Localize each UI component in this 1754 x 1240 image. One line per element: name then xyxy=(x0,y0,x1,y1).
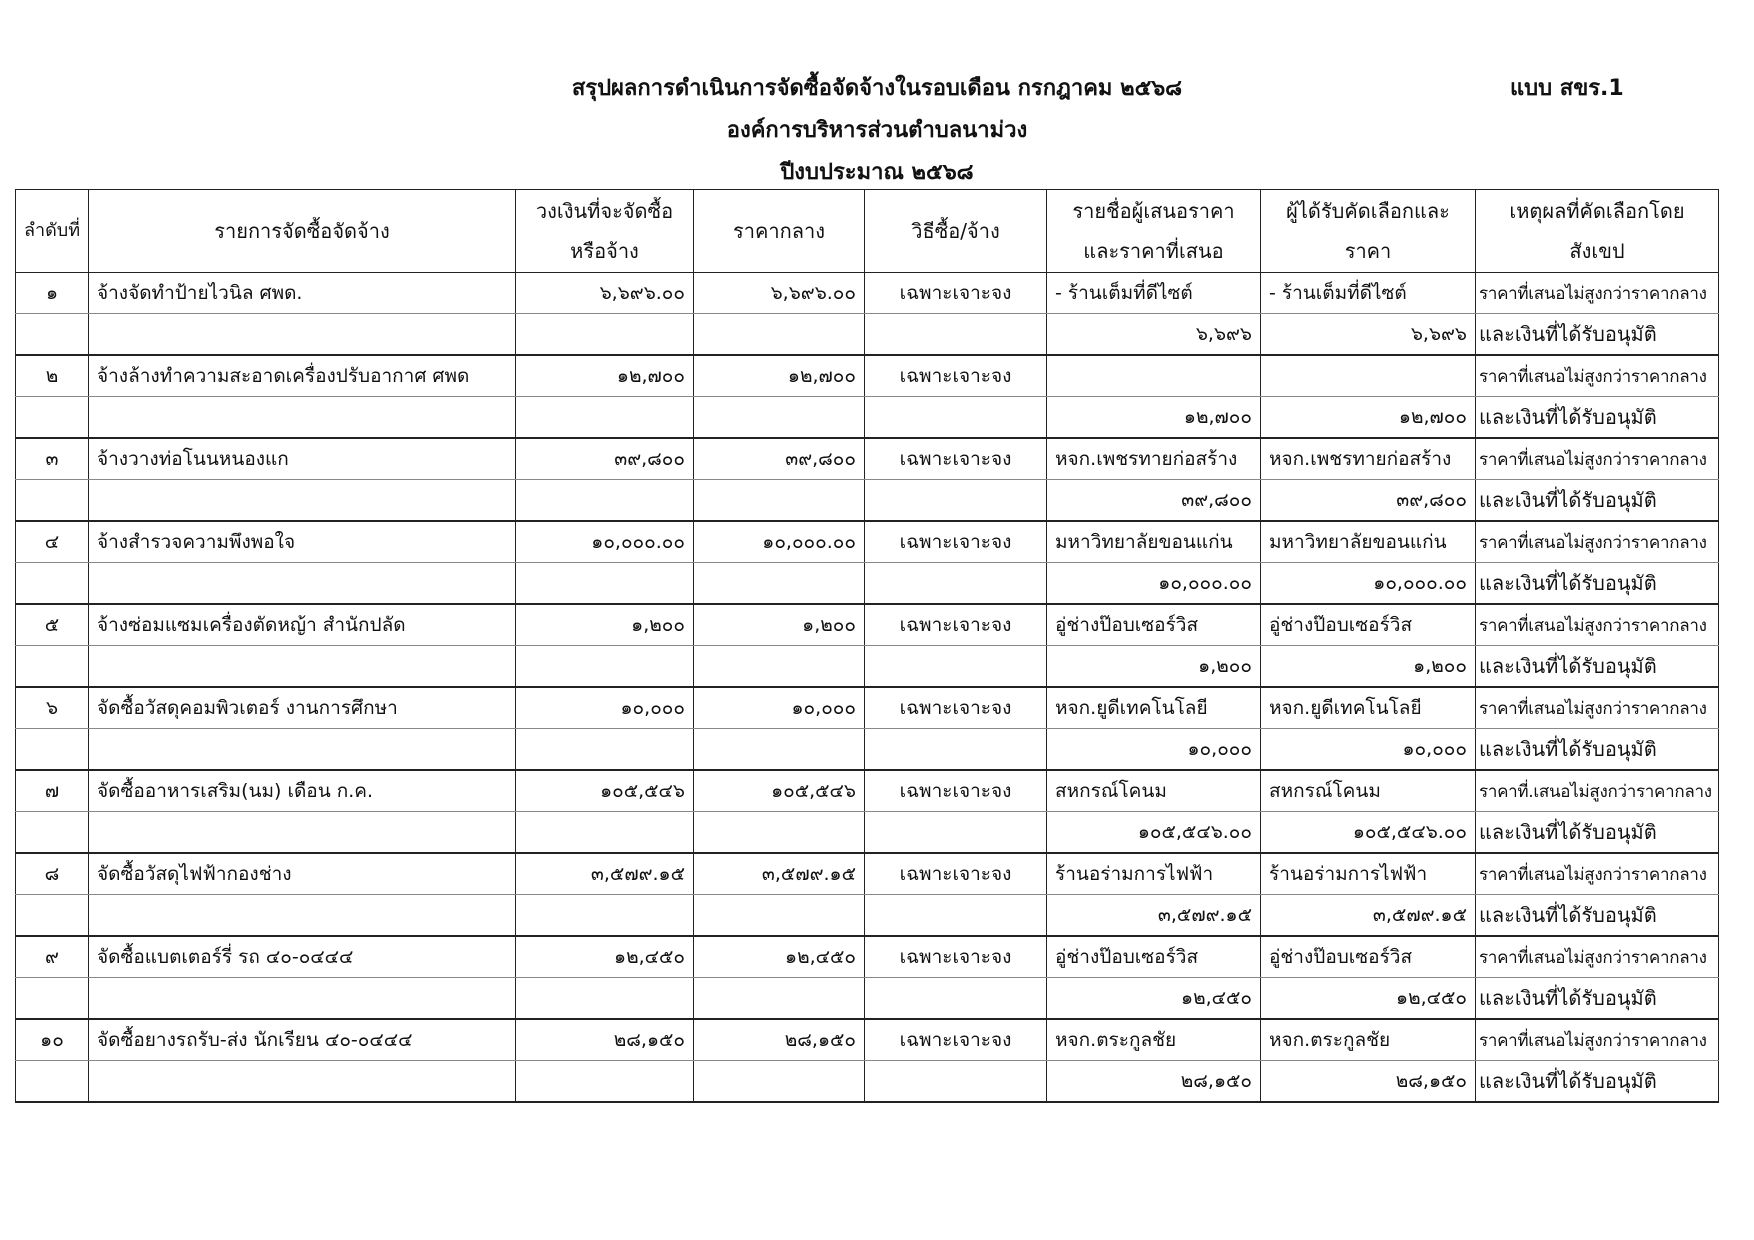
reason-line1: ราคาที่เสนอไม่สูงกว่าราคากลาง xyxy=(1476,936,1719,978)
budget-empty xyxy=(516,812,694,854)
budget-amount: ๑๒,๔๕๐ xyxy=(516,936,694,978)
bidder-name: ร้านอร่ามการไฟฟ้า xyxy=(1047,853,1261,895)
table-row-continued xyxy=(16,563,1719,605)
reason-line2: และเงินที่ได้รับอนุมัติ xyxy=(1476,895,1719,937)
winner-name: อู่ช่างป๊อบเซอร์วิส xyxy=(1261,604,1476,646)
budget-amount: ๑,๒๐๐ xyxy=(516,604,694,646)
winner-name: ร้านอร่ามการไฟฟ้า xyxy=(1261,853,1476,895)
reason-line2: และเงินที่ได้รับอนุมัติ xyxy=(1476,314,1719,356)
method-empty xyxy=(865,563,1047,605)
row-number: ๑๐ xyxy=(16,1019,89,1061)
table-row-continued xyxy=(16,812,1719,854)
winner-price: ๑๒,๗๐๐ xyxy=(1261,397,1476,439)
bidder-name: หจก.ตระกูลชัย xyxy=(1047,1019,1261,1061)
reason-line1: ราคาที่เสนอไม่สูงกว่าราคากลาง xyxy=(1476,273,1719,314)
bidder-name: อู่ช่างป๊อบเซอร์วิส xyxy=(1047,604,1261,646)
bidder-price: ๑๐,๐๐๐ xyxy=(1047,729,1261,771)
row-number: ๓ xyxy=(16,438,89,480)
winner-name: สหกรณ์โคนม xyxy=(1261,770,1476,812)
reason-line1: ราคาที่เสนอไม่สูงกว่าราคากลาง xyxy=(1476,687,1719,729)
reason-line2: และเงินที่ได้รับอนุมัติ xyxy=(1476,646,1719,688)
row-number: ๗ xyxy=(16,770,89,812)
method-empty xyxy=(865,978,1047,1020)
bidder-name: หจก.ยูดีเทคโนโลยี xyxy=(1047,687,1261,729)
bidder-price: ๑,๒๐๐ xyxy=(1047,646,1261,688)
budget-empty xyxy=(516,563,694,605)
winner-name: อู่ช่างป๊อบเซอร์วิส xyxy=(1261,936,1476,978)
row-number-empty xyxy=(16,563,89,605)
col-header-bidders: รายชื่อผู้เสนอราคาและราคาที่เสนอ xyxy=(1047,190,1261,273)
row-number: ๙ xyxy=(16,936,89,978)
winner-price: ๖,๖๙๖ xyxy=(1261,314,1476,356)
table-row-continued xyxy=(16,729,1719,771)
median-price: ๓,๕๗๙.๑๕ xyxy=(694,853,865,895)
procurement-method: เฉพาะเจาะจง xyxy=(865,355,1047,397)
median-empty xyxy=(694,563,865,605)
budget-amount: ๖,๖๙๖.๐๐ xyxy=(516,273,694,314)
winner-name xyxy=(1261,355,1476,397)
table-row xyxy=(16,936,1719,978)
table-row xyxy=(16,273,1719,314)
budget-amount: ๑๐,๐๐๐.๐๐ xyxy=(516,521,694,563)
procurement-item: จ้างล้างทำความสะอาดเครื่องปรับอากาศ ศพด xyxy=(89,355,516,397)
procurement-item-empty xyxy=(89,978,516,1020)
median-empty xyxy=(694,1061,865,1103)
procurement-method: เฉพาะเจาะจง xyxy=(865,770,1047,812)
budget-empty xyxy=(516,314,694,356)
bidder-price: ๑๒,๗๐๐ xyxy=(1047,397,1261,439)
row-number: ๒ xyxy=(16,355,89,397)
col-header-winner: ผู้ได้รับคัดเลือกและราคา xyxy=(1261,190,1476,273)
budget-empty xyxy=(516,646,694,688)
winner-name: หจก.ยูดีเทคโนโลยี xyxy=(1261,687,1476,729)
reason-line2: และเงินที่ได้รับอนุมัติ xyxy=(1476,978,1719,1020)
winner-price: ๓๙,๘๐๐ xyxy=(1261,480,1476,522)
winner-price: ๑๒,๔๕๐ xyxy=(1261,978,1476,1020)
winner-price: ๑,๒๐๐ xyxy=(1261,646,1476,688)
document-title: สรุปผลการดำเนินการจัดซื้อจัดจ้างในรอบเดือน กรกฎาคม ๒๕๖๘ xyxy=(571,76,1183,101)
procurement-method: เฉพาะเจาะจง xyxy=(865,604,1047,646)
reason-line2: และเงินที่ได้รับอนุมัติ xyxy=(1476,563,1719,605)
reason-line1: ราคาที่เสนอไม่สูงกว่าราคากลาง xyxy=(1476,355,1719,397)
median-empty xyxy=(694,397,865,439)
procurement-item: จ้างจัดทำป้ายไวนิล ศพด. xyxy=(89,273,516,314)
winner-name: หจก.ตระกูลชัย xyxy=(1261,1019,1476,1061)
winner-name: - ร้านเต็มที่ดีไซต์ xyxy=(1261,273,1476,314)
reason-line1: ราคาที่.เสนอไม่สูงกว่าราคากลาง xyxy=(1476,770,1719,812)
bidder-price: ๑๐๕,๕๔๖.๐๐ xyxy=(1047,812,1261,854)
median-empty xyxy=(694,480,865,522)
winner-name: หจก.เพชรทายก่อสร้าง xyxy=(1261,438,1476,480)
bidder-price: ๑๐,๐๐๐.๐๐ xyxy=(1047,563,1261,605)
winner-price: ๒๘,๑๕๐ xyxy=(1261,1061,1476,1103)
reason-line2: และเงินที่ได้รับอนุมัติ xyxy=(1476,1061,1719,1103)
reason-line1: ราคาที่เสนอไม่สูงกว่าราคากลาง xyxy=(1476,604,1719,646)
row-number: ๕ xyxy=(16,604,89,646)
procurement-item: จัดซื้ออาหารเสริม(นม) เดือน ก.ค. xyxy=(89,770,516,812)
procurement-item-empty xyxy=(89,314,516,356)
median-price: ๑๐,๐๐๐ xyxy=(694,687,865,729)
bidder-name: สหกรณ์โคนม xyxy=(1047,770,1261,812)
budget-empty xyxy=(516,729,694,771)
bidder-name xyxy=(1047,355,1261,397)
table-row xyxy=(16,1019,1719,1061)
table-row-continued xyxy=(16,314,1719,356)
method-empty xyxy=(865,812,1047,854)
reason-line1: ราคาที่เสนอไม่สูงกว่าราคากลาง xyxy=(1476,521,1719,563)
table-row xyxy=(16,355,1719,397)
procurement-item-empty xyxy=(89,646,516,688)
col-header-median-price: ราคากลาง xyxy=(694,190,865,273)
procurement-item: จ้างซ่อมแซมเครื่องตัดหญ้า สำนักปลัด xyxy=(89,604,516,646)
procurement-method: เฉพาะเจาะจง xyxy=(865,438,1047,480)
procurement-item: จ้างวางท่อโนนหนองแก xyxy=(89,438,516,480)
row-number-empty xyxy=(16,646,89,688)
budget-empty xyxy=(516,1061,694,1103)
procurement-item-empty xyxy=(89,563,516,605)
method-empty xyxy=(865,1061,1047,1103)
budget-amount: ๒๘,๑๕๐ xyxy=(516,1019,694,1061)
method-empty xyxy=(865,314,1047,356)
organization-name: องค์การบริหารส่วนตำบลนาม่วง xyxy=(726,118,1028,143)
col-header-item: รายการจัดซื้อจัดจ้าง xyxy=(89,190,516,273)
procurement-item: จัดซื้อยางรถรับ-ส่ง นักเรียน ๔๐-๐๔๔๔ xyxy=(89,1019,516,1061)
table-row-continued xyxy=(16,646,1719,688)
winner-name: มหาวิทยาลัยขอนแก่น xyxy=(1261,521,1476,563)
procurement-item-empty xyxy=(89,1061,516,1103)
budget-amount: ๑๐,๐๐๐ xyxy=(516,687,694,729)
col-header-reason: เหตุผลที่คัดเลือกโดยสังเขป xyxy=(1476,190,1719,273)
reason-line2: และเงินที่ได้รับอนุมัติ xyxy=(1476,397,1719,439)
table-row xyxy=(16,853,1719,895)
median-price: ๖,๖๙๖.๐๐ xyxy=(694,273,865,314)
col-header-no: ลำดับที่ xyxy=(16,190,89,273)
procurement-item: จัดซื้อวัสดุไฟฟ้ากองช่าง xyxy=(89,853,516,895)
table-row-continued xyxy=(16,978,1719,1020)
budget-empty xyxy=(516,480,694,522)
reason-line2: และเงินที่ได้รับอนุมัติ xyxy=(1476,812,1719,854)
row-number: ๔ xyxy=(16,521,89,563)
procurement-method: เฉพาะเจาะจง xyxy=(865,1019,1047,1061)
budget-empty xyxy=(516,895,694,937)
winner-price: ๑๐,๐๐๐ xyxy=(1261,729,1476,771)
median-price: ๑๐,๐๐๐.๐๐ xyxy=(694,521,865,563)
col-header-budget: วงเงินที่จะจัดซื้อหรือจ้าง xyxy=(516,190,694,273)
bidder-name: หจก.เพชรทายก่อสร้าง xyxy=(1047,438,1261,480)
procurement-table xyxy=(15,189,1719,1103)
winner-price: ๑๐,๐๐๐.๐๐ xyxy=(1261,563,1476,605)
median-empty xyxy=(694,729,865,771)
fiscal-year: ปีงบประมาณ ๒๕๖๘ xyxy=(780,160,974,185)
row-number-empty xyxy=(16,1061,89,1103)
bidder-price: ๓๙,๘๐๐ xyxy=(1047,480,1261,522)
row-number-empty xyxy=(16,978,89,1020)
procurement-item: จัดซื้อวัสดุคอมพิวเตอร์ งานการศึกษา xyxy=(89,687,516,729)
table-row-continued xyxy=(16,397,1719,439)
median-empty xyxy=(694,895,865,937)
row-number: ๘ xyxy=(16,853,89,895)
table-row xyxy=(16,521,1719,563)
reason-line1: ราคาที่เสนอไม่สูงกว่าราคากลาง xyxy=(1476,438,1719,480)
median-price: ๒๘,๑๕๐ xyxy=(694,1019,865,1061)
table-row xyxy=(16,770,1719,812)
row-number-empty xyxy=(16,729,89,771)
median-price: ๑๒,๔๕๐ xyxy=(694,936,865,978)
procurement-method: เฉพาะเจาะจง xyxy=(865,936,1047,978)
winner-price: ๑๐๕,๕๔๖.๐๐ xyxy=(1261,812,1476,854)
budget-amount: ๑๐๕,๕๔๖ xyxy=(516,770,694,812)
method-empty xyxy=(865,646,1047,688)
bidder-name: อู่ช่างป๊อบเซอร์วิส xyxy=(1047,936,1261,978)
table-row xyxy=(16,438,1719,480)
procurement-method: เฉพาะเจาะจง xyxy=(865,521,1047,563)
table-row-continued xyxy=(16,480,1719,522)
procurement-item-empty xyxy=(89,812,516,854)
row-number-empty xyxy=(16,895,89,937)
bidder-price: ๒๘,๑๕๐ xyxy=(1047,1061,1261,1103)
table-row-continued xyxy=(16,895,1719,937)
median-empty xyxy=(694,314,865,356)
budget-empty xyxy=(516,397,694,439)
bidder-price: ๑๒,๔๕๐ xyxy=(1047,978,1261,1020)
procurement-item-empty xyxy=(89,729,516,771)
procurement-item-empty xyxy=(89,480,516,522)
procurement-item-empty xyxy=(89,397,516,439)
method-empty xyxy=(865,729,1047,771)
reason-line2: และเงินที่ได้รับอนุมัติ xyxy=(1476,729,1719,771)
median-empty xyxy=(694,646,865,688)
median-price: ๑,๒๐๐ xyxy=(694,604,865,646)
median-empty xyxy=(694,978,865,1020)
median-price: ๓๙,๘๐๐ xyxy=(694,438,865,480)
row-number-empty xyxy=(16,812,89,854)
reason-line2: และเงินที่ได้รับอนุมัติ xyxy=(1476,480,1719,522)
row-number-empty xyxy=(16,314,89,356)
median-price: ๑๐๕,๕๔๖ xyxy=(694,770,865,812)
median-price: ๑๒,๗๐๐ xyxy=(694,355,865,397)
table-row-continued xyxy=(16,1061,1719,1103)
method-empty xyxy=(865,480,1047,522)
row-number: ๑ xyxy=(16,273,89,314)
row-number-empty xyxy=(16,397,89,439)
table-header-row xyxy=(16,190,1719,273)
row-number: ๖ xyxy=(16,687,89,729)
budget-amount: ๓,๕๗๙.๑๕ xyxy=(516,853,694,895)
procurement-item: จ้างสำรวจความพึงพอใจ xyxy=(89,521,516,563)
bidder-price: ๓,๕๗๙.๑๕ xyxy=(1047,895,1261,937)
reason-line1: ราคาที่เสนอไม่สูงกว่าราคากลาง xyxy=(1476,853,1719,895)
col-header-method: วิธีซื้อ/จ้าง xyxy=(865,190,1047,273)
procurement-method: เฉพาะเจาะจง xyxy=(865,853,1047,895)
method-empty xyxy=(865,895,1047,937)
table-row xyxy=(16,604,1719,646)
bidder-name: มหาวิทยาลัยขอนแก่น xyxy=(1047,521,1261,563)
bidder-price: ๖,๖๙๖ xyxy=(1047,314,1261,356)
reason-line1: ราคาที่เสนอไม่สูงกว่าราคากลาง xyxy=(1476,1019,1719,1061)
form-code: แบบ สขร.1 xyxy=(1510,76,1624,101)
procurement-item: จัดซื้อแบตเตอร์รี่ รถ ๔๐-๐๔๔๔ xyxy=(89,936,516,978)
procurement-method: เฉพาะเจาะจง xyxy=(865,687,1047,729)
budget-amount: ๓๙,๘๐๐ xyxy=(516,438,694,480)
winner-price: ๓,๕๗๙.๑๕ xyxy=(1261,895,1476,937)
procurement-item-empty xyxy=(89,895,516,937)
table-row xyxy=(16,687,1719,729)
budget-amount: ๑๒,๗๐๐ xyxy=(516,355,694,397)
budget-empty xyxy=(516,978,694,1020)
method-empty xyxy=(865,397,1047,439)
bidder-name: - ร้านเต็มที่ดีไซต์ xyxy=(1047,273,1261,314)
row-number-empty xyxy=(16,480,89,522)
procurement-method: เฉพาะเจาะจง xyxy=(865,273,1047,314)
median-empty xyxy=(694,812,865,854)
